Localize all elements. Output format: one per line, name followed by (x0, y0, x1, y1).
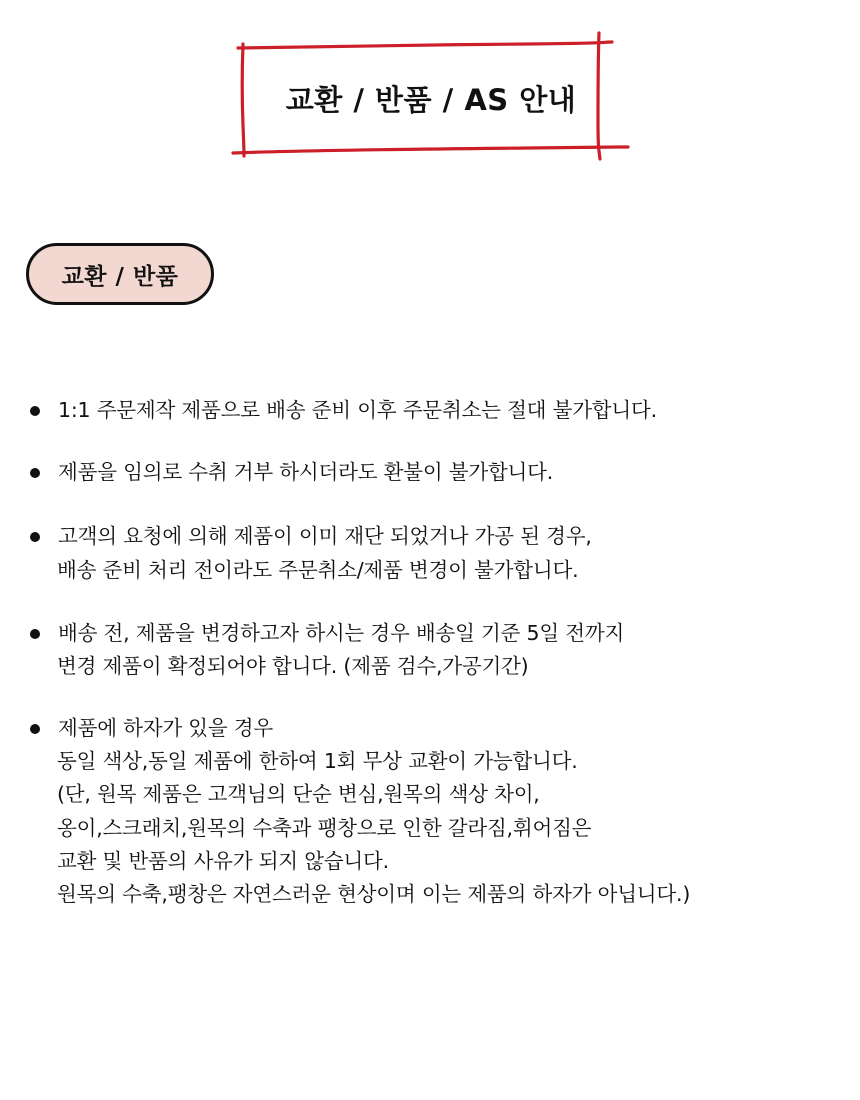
bullet-icon (30, 406, 40, 416)
bullet-icon (30, 629, 40, 639)
notice-line: 원목의 수축,팽창은 자연스러운 현상이며 이는 제품의 하자가 아닙니다.) (57, 882, 691, 906)
bullet-icon (30, 724, 40, 734)
section-badge-exchange-return: 교환 / 반품 (26, 243, 214, 305)
notice-line: 제품에 하자가 있을 경우 (58, 716, 273, 740)
notice-line: 배송 준비 처리 전이라도 주문취소/제품 변경이 불가합니다. (57, 558, 579, 582)
notice-line: 제품을 임의로 수취 거부 하시더라도 환불이 불가합니다. (58, 460, 554, 484)
notice-line: 배송 전, 제품을 변경하고자 하시는 경우 배송일 기준 5일 전까지 (58, 621, 625, 645)
notice-line: 교환 및 반품의 사유가 되지 않습니다. (57, 849, 389, 873)
bullet-icon (30, 468, 40, 478)
notice-line: 동일 색상,동일 제품에 한하여 1회 무상 교환이 가능합니다. (57, 749, 578, 773)
notice-line: (단, 원목 제품은 고객님의 단순 변심,원목의 색상 차이, (57, 782, 540, 806)
page-title-frame (228, 30, 634, 164)
notice-line: 1:1 주문제작 제품으로 배송 준비 이후 주문취소는 절대 불가합니다. (58, 398, 657, 422)
page-title: 교환 / 반품 / AS 안내 (285, 82, 577, 117)
notice-line: 옹이,스크래치,원목의 수축과 팽창으로 인한 갈라짐,휘어짐은 (57, 816, 592, 840)
notice-line: 고객의 요청에 의해 제품이 이미 재단 되었거나 가공 된 경우, (58, 524, 592, 548)
notice-line: 변경 제품이 확정되어야 합니다. (제품 검수,가공기간) (57, 654, 529, 678)
bullet-icon (30, 532, 40, 542)
